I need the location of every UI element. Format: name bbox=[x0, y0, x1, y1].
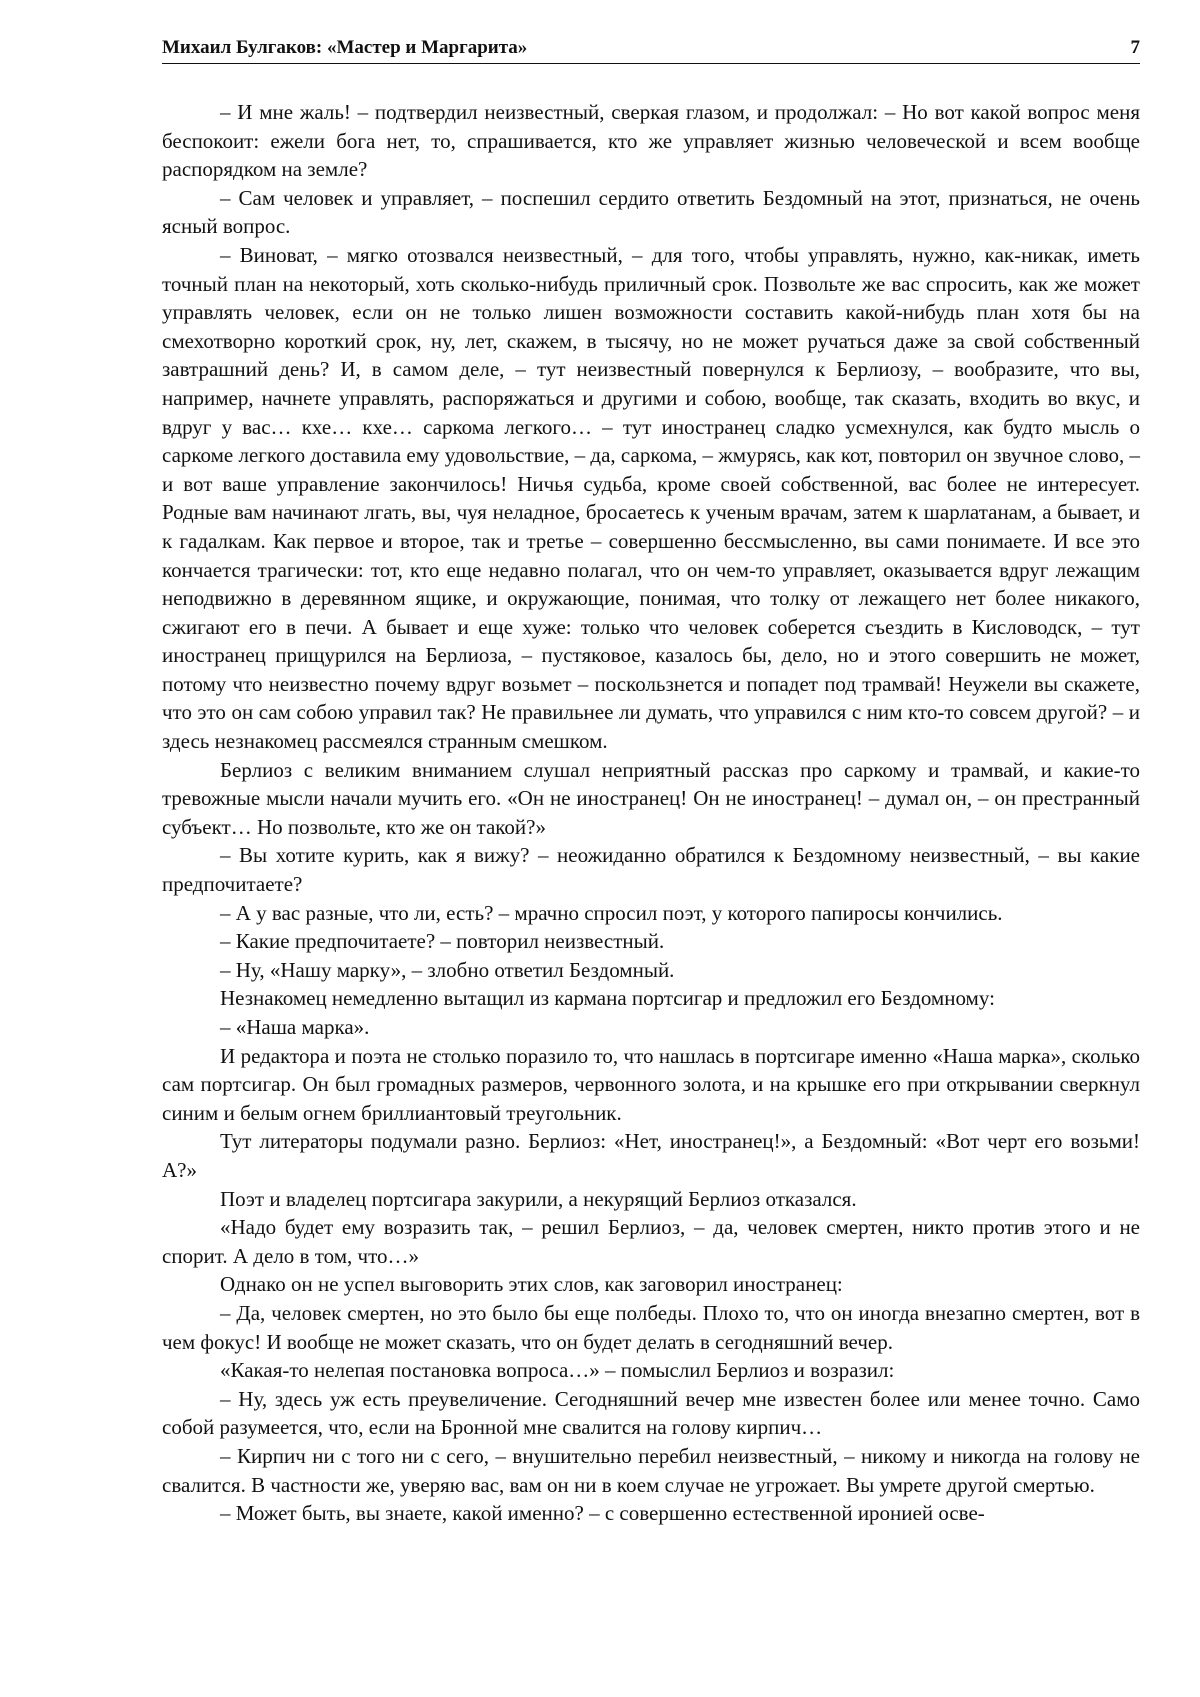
paragraph: – А у вас разные, что ли, есть? – мрачно спросил поэт, у которого папиросы кончились. bbox=[220, 900, 1003, 925]
paragraph: И редактора и поэта не столько поразило то, что нашлась в портсигаре именно «Наша марка», сколько сам портсигар. Он был громадных размеров, червонного золота, и на крышке его при открывании сверкнул синим и белым огнем бриллиантовый треугольник. bbox=[162, 1043, 1140, 1125]
paragraph: – Сам человек и управляет, – поспешил сердито ответить Бездомный на этот, признаться, не очень ясный вопрос. bbox=[162, 185, 1140, 239]
paragraph: – Вы хотите курить, как я вижу? – неожиданно обратился к Бездомному неизвестный, – вы какие предпочитаете? bbox=[162, 843, 1140, 897]
paragraph: – Какие предпочитаете? – повторил неизвестный. bbox=[220, 929, 665, 954]
paragraph: «Надо будет ему возразить так, – решил Берлиоз, – да, человек смертен, никто против этого и не спорит. А дело в том, что…» bbox=[162, 1215, 1140, 1268]
paragraph: – Может быть, вы знаете, какой именно? – с совершенно естественной иронией осве- bbox=[220, 1501, 985, 1526]
paragraph: «Какая-то нелепая постановка вопроса…» – помыслил Берлиоз и возразил: bbox=[220, 1358, 895, 1383]
paragraph: – Да, человек смертен, но это было бы еще полбеды. Плохо то, что он иногда внезапно смертен, вот в чем фокус! И вообще не может сказать, что он будет делать в сегодняшний вечер. bbox=[162, 1300, 1140, 1354]
paragraph: – Кирпич ни с того ни с сего, – внушительно перебил неизвестный, – никому и никогда на голову не свалится. В частности же, уверяю вас, вам он ни в коем случае не угрожает. Вы умрете другой смертью. bbox=[162, 1443, 1140, 1497]
document-page bbox=[162, 36, 1140, 1528]
paragraph: – Виноват, – мягко отозвался неизвестный, – для того, чтобы управлять, нужно, как-никак, иметь точный план на некоторый, хоть сколько-нибудь приличный срок. Позвольте же вас спросить, как же может управлять человек, если он не только лишен возможности составить какой-нибудь план хотя бы на смехотворно короткий срок, ну, лет, скажем, в тысячу, но не может ручаться даже за свой собственный завтрашний день? И, в самом деле, – тут неизвестный повернулся к Берлиозу, – вообразите, что вы, например, начнете управлять, распоряжаться и другими и собою, вообще, так сказать, входить во вкус, и вдруг у вас… кхе… кхе… саркома легкого… – тут иностранец сладко усмехнулся, как будто мысль о саркоме легкого доставила ему удовольствие, – да, саркома, – жмурясь, как кот, повторил он звучное слово, – и вот ваше управление закончилось! Ничья судьба, кроме своей собственной, вас более не интересует. Родные вам начинают лгать, вы, чуя неладное, бросаетесь к ученым врачам, затем к шарлатанам, а бывает, и к гадалкам. Как первое и второе, так и третье – совершенно бессмысленно, вы сами понимаете. И все это кончается трагически: тот, кто еще недавно полагал, что он чем-то управляет, оказывается вдруг лежащим неподвижно в деревянном ящике, и окружающие, понимая, что толку от лежащего нет более никакого, сжигают его в печи. А бывает и еще хуже: только что человек соберется съездить в Кисловодск, – тут иностранец прищурился на Берлиоза, – пустяковое, казалось бы, дело, но и этого совершить не может, потому что неизвестно почему вдруг возьмет – поскользнется и попадет под трамвай! Неужели вы скажете, что это он сам собою управил так? Не правильнее ли думать, что управился с ним кто-то совсем другой? – и здесь незнакомец рассмеялся странным смешком. bbox=[162, 242, 1140, 754]
paragraph: – Ну, здесь уж есть преувеличение. Сегодняшний вечер мне известен более или менее точно. Само собой разумеется, что, если на Бронной мне свалится на голову кирпич… bbox=[162, 1386, 1140, 1440]
running-header bbox=[162, 36, 1140, 64]
paragraph: Тут литераторы подумали разно. Берлиоз: «Нет, иностранец!», а Бездомный: «Вот черт его возьми! А?» bbox=[162, 1129, 1140, 1182]
page-number: 7 bbox=[1130, 37, 1140, 58]
paragraph: – И мне жаль! – подтвердил неизвестный, сверкая глазом, и продолжал: – Но вот какой вопрос меня беспокоит: ежели бога нет, то, спрашивается, кто же управляет жизнью человеческой и всем вообще распорядком на земле? bbox=[162, 100, 1140, 182]
paragraph: Берлиоз с великим вниманием слушал неприятный рассказ про саркому и трамвай, и какие-то тревожные мысли начали мучить его. «Он не иностранец! Он не иностранец! – думал он, – он престранный субъект… Но позвольте, кто же он такой?» bbox=[162, 757, 1140, 839]
paragraph: – «Наша марка». bbox=[220, 1015, 370, 1039]
book-title: Михаил Булгаков: «Мастер и Маргарита» bbox=[162, 37, 528, 58]
paragraph: – Ну, «Нашу марку», – злобно ответил Бездомный. bbox=[220, 957, 675, 982]
paragraph: Незнакомец немедленно вытащил из кармана портсигар и предложил его Бездомному: bbox=[220, 986, 995, 1011]
body-text bbox=[162, 98, 1140, 1528]
paragraph: Поэт и владелец портсигара закурили, а некурящий Берлиоз отказался. bbox=[220, 1186, 857, 1211]
paragraph: Однако он не успел выговорить этих слов, как заговорил иностранец: bbox=[220, 1272, 843, 1297]
